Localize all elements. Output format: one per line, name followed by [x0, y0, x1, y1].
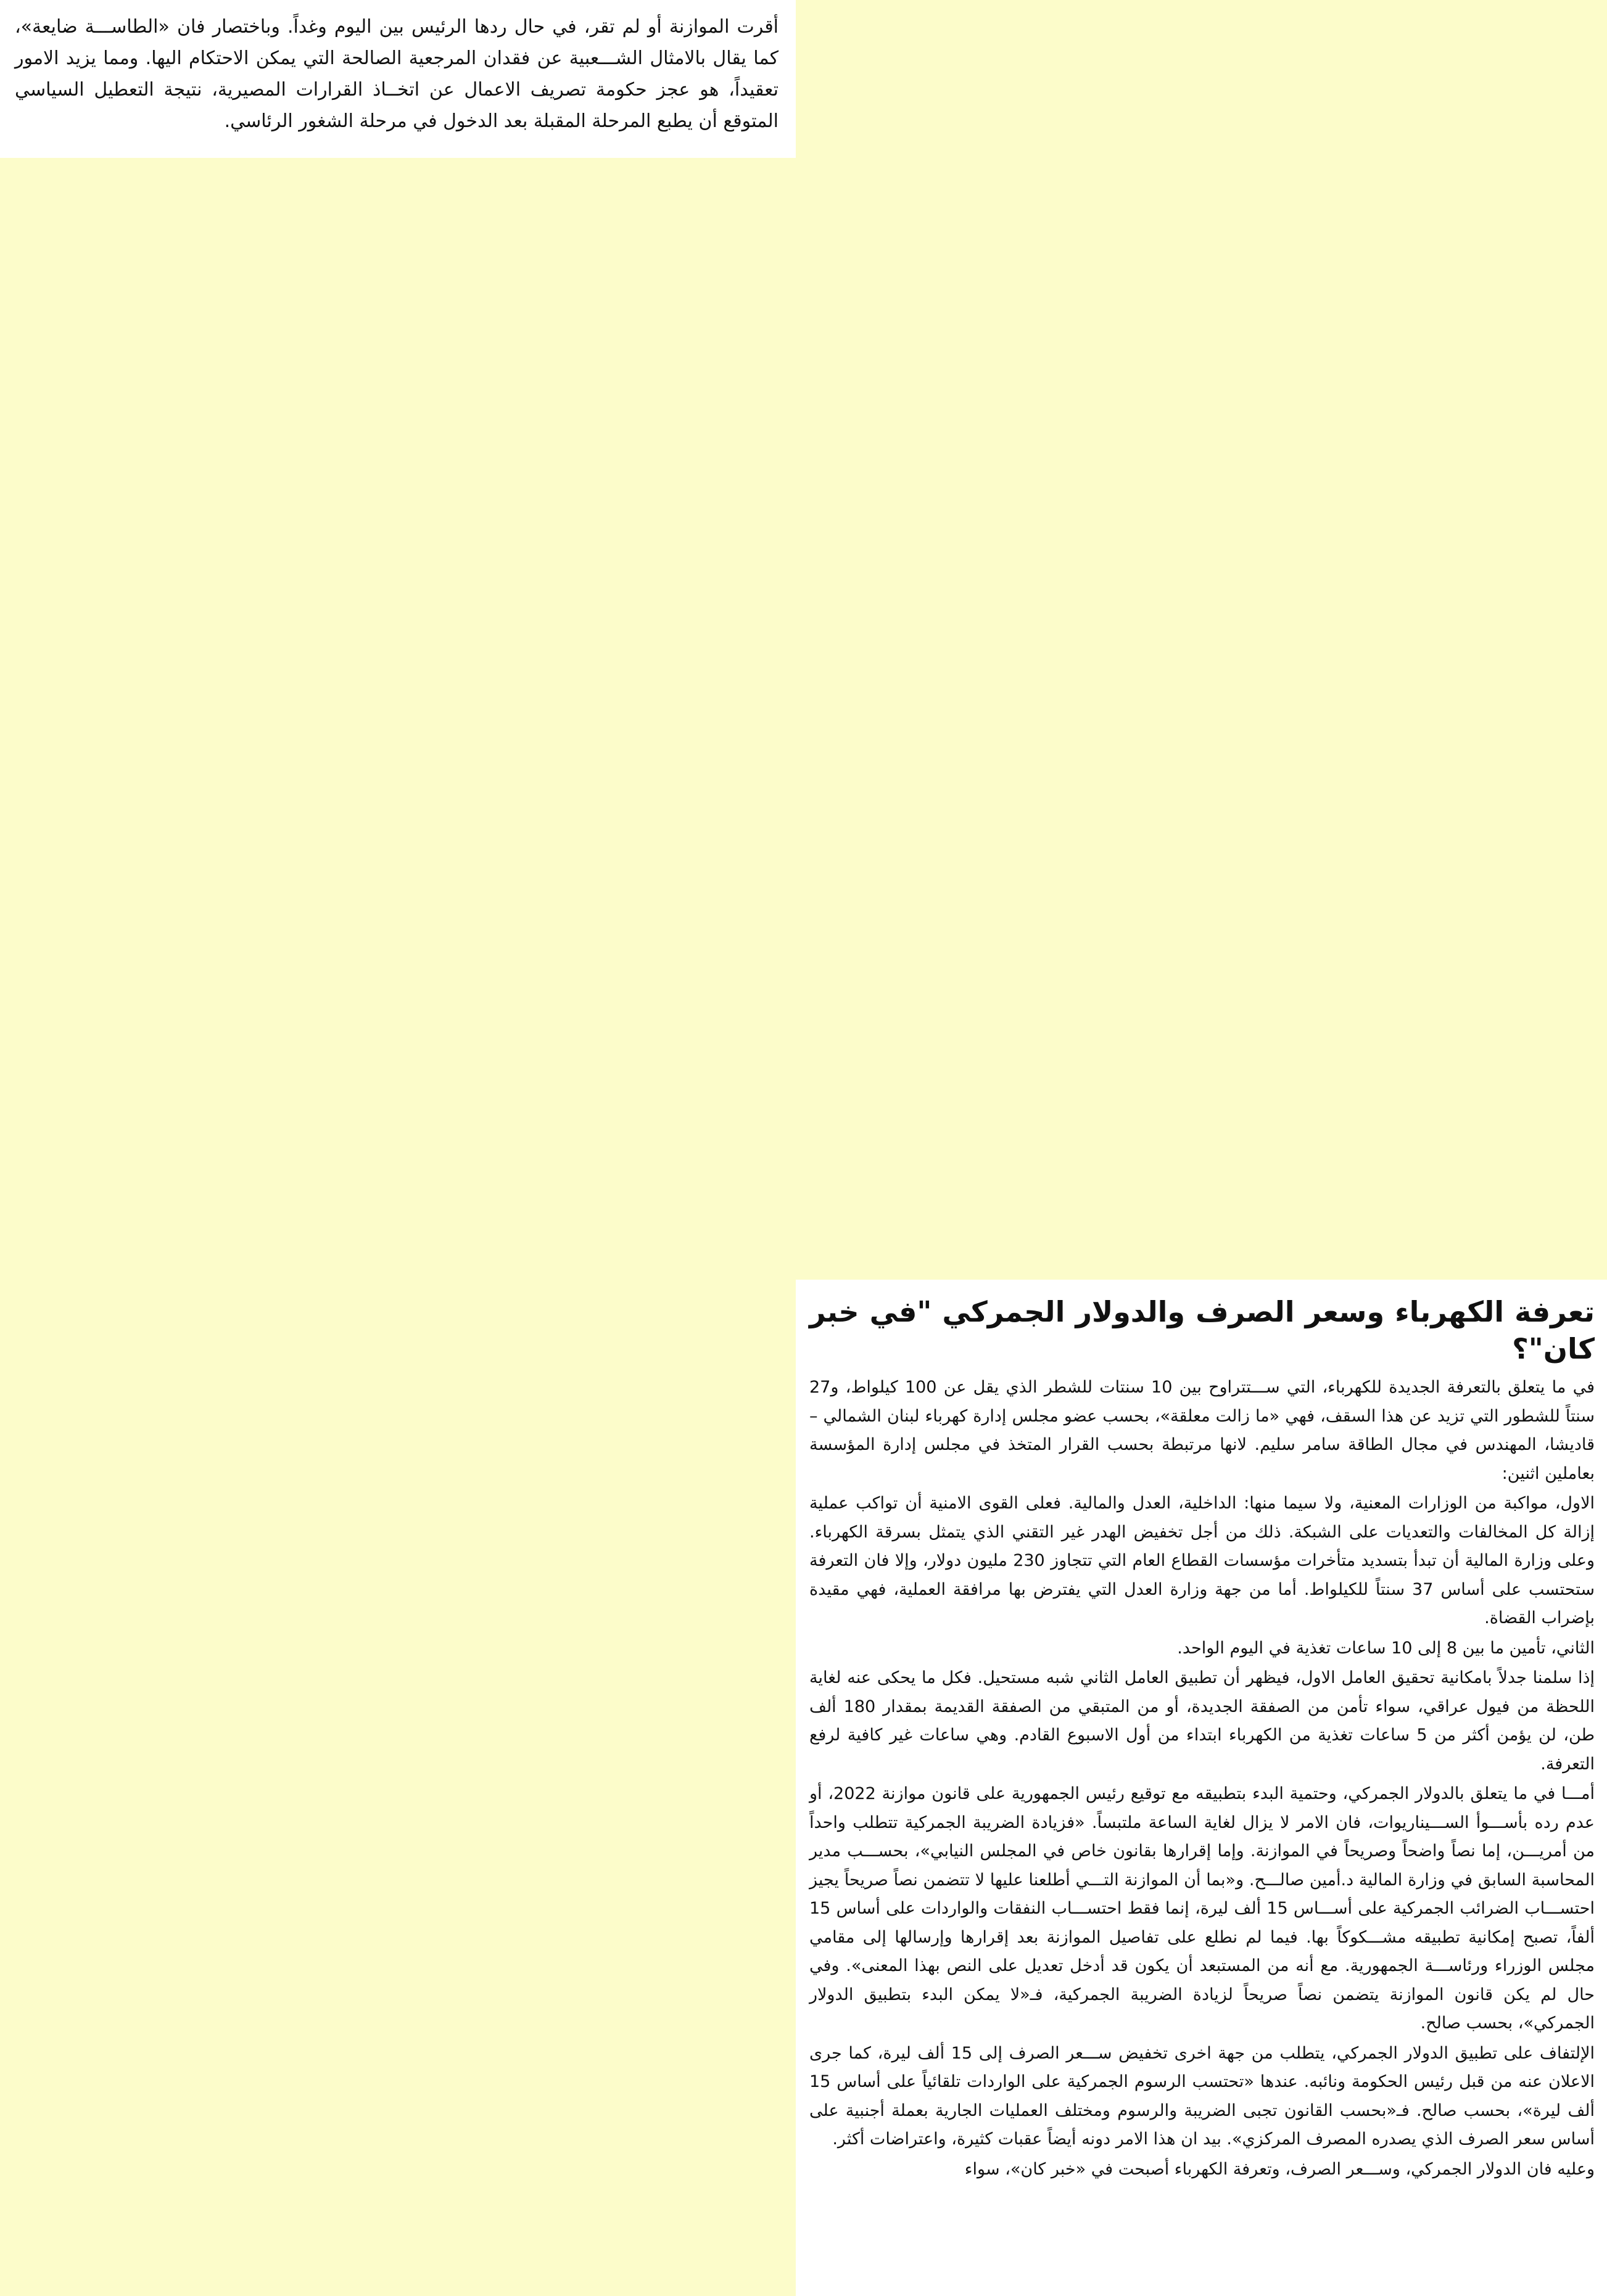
- top-text-column: [0, 0, 796, 158]
- article-paragraph: في ما يتعلق بالتعرفة الجديدة للكهرباء، التي ســـتتراوح بين 10 سنتات للشطر الذي يقل عن 100 كيلواط، و27 سنتاً للشطور التي تزيد عن هذا السقف، فهي «ما زالت معلقة»، بحسب عضو مجلس إدارة كهرباء لبنان الشمالي – قاديشا، المهندس في مجال الطاقة سامر سليم. لانها مرتبطة بحسب القرار المتخذ في مجلس إدارة المؤسسة بعاملين اثنين:: [809, 1378, 1595, 1483]
- article-headline: تعرفة الكهرباء وسعر الصرف والدولار الجمركي "في خبر كان"؟: [809, 1295, 1595, 1365]
- article-paragraph: وعليه فان الدولار الجمركي، وســـعر الصرف، وتعرفة الكهرباء أصبحت في «خبر كان»، سواء: [964, 2159, 1595, 2179]
- article-paragraph: الاول، مواكبة من الوزارات المعنية، ولا سيما منها: الداخلية، العدل والمالية. فعلى القوى الامنية أن تواكب عملية إزالة كل المخالفات والتعديات على الشبكة. ذلك من أجل تخفيض الهدر غير التقني الذي يتمثل بسرقة الكهرباء. وعلى وزارة المالية أن تبدأ بتسديد متأخرات مؤسسات القطاع العام التي تتجاوز 230 مليون دولار، وإلا فان التعرفة ستحتسب على أساس 37 سنتاً للكيلواط. أما من جهة وزارة العدل التي يفترض بها مرافقة العملية، فهي مقيدة بإضراب القضاة.: [809, 1494, 1595, 1627]
- article-paragraph: الإلتفاف على تطبيق الدولار الجمركي، يتطلب من جهة اخرى تخفيض ســـعر الصرف إلى 15 ألف ليرة، كما جرى الاعلان عنه من قبل رئيس الحكومة ونائبه. عندها «تحتسب الرسوم الجمركية على الواردات تلقائياً على أساس 15 ألف ليرة»، بحسب صالح. فـ«بحسب القانون تجبى الضريبة والرسوم ومختلف العمليات الجارية بعملة أجنبية على أساس سعر الصرف الذي يصدره المصرف المركزي». بيد ان هذا الامر دونه أيضاً عقبات كثيرة، واعتراضات أكثر.: [809, 2043, 1595, 2149]
- article-paragraph: إذا سلمنا جدلاً بامكانية تحقيق العامل الاول، فيظهر أن تطبيق العامل الثاني شبه مستحيل. فكل ما يحكى عنه لغاية اللحظة من فيول عراقي، سواء تأمن من الصفقة الجديدة، أو من المتبقي من الصفقة القديمة بمقدار 180 ألف طن، لن يؤمن أكثر من 5 ساعات تغذية من الكهرباء ابتداء من أول الاسبوع القادم. وهي ساعات غير كافية لرفع التعرفة.: [809, 1668, 1595, 1774]
- article-body: [809, 1373, 1607, 2184]
- top-paragraph: أقرت الموازنة أو لم تقر، في حال ردها الرئيس بين اليوم وغداً. وباختصار فان «الطاســـة ضايعة»، كما يقال بالامثال الشـــعبية عن فقدان المرجعية الصالحة التي يمكن الاحتكام اليها. ومما يزيد الامور تعقيداً، هو عجز حكومة تصريف الاعمال عن اتخــاذ القرارات المصيرية، نتيجة التعطيل السياسي المتوقع أن يطبع المرحلة المقبلة بعد الدخول في مرحلة الشغور الرئاسي.: [15, 16, 779, 132]
- article-paragraph: أمـــا في ما يتعلق بالدولار الجمركي، وحتمية البدء بتطبيقه مع توقيع رئيس الجمهورية على قانون موازنة 2022، أو عدم رده بأســـوأ الســـيناريوات، فان الامر لا يزال لغاية الساعة ملتبساً. «فزيادة الضريبة الجمركية تتطلب واحداً من أمريـــن، إما نصاً واضحاً وصريحاً في الموازنة. وإما إقرارها بقانون خاص في المجلس النيابي»، بحســـب مدير المحاسبة السابق في وزارة المالية د.أمين صالـــح. و«بما أن الموازنة التـــي أطلعنا عليها لا تتضمن نصاً صريحاً يجيز احتســـاب الضرائب الجمركية على أســـاس 15 ألف ليرة، إنما فقط احتســـاب النفقات والواردات على أساس 15 ألفاً، تصبح إمكانية تطبيقه مشـــكوكاً بها. فيما لم نطلع على تفاصيل الموازنة بعد إقرارها وإرسالها إلى مقامي مجلس الوزراء ورئاســـة الجمهورية. مع أنه من المستبعد أن يكون قد أدخل تعديل على النص بهذا المعنى». وفي حال لم يكن قانون الموازنة يتضمن نصاً صريحاً لزيادة الضريبة الجمركية، فـ«لا يمكن البدء بتطبيق الدولار الجمركي»، بحسب صالح.: [809, 1784, 1595, 2033]
- article-column: [796, 1280, 1607, 2296]
- article-paragraph: الثاني، تأمين ما بين 8 إلى 10 ساعات تغذية في اليوم الواحد.: [1177, 1638, 1595, 1658]
